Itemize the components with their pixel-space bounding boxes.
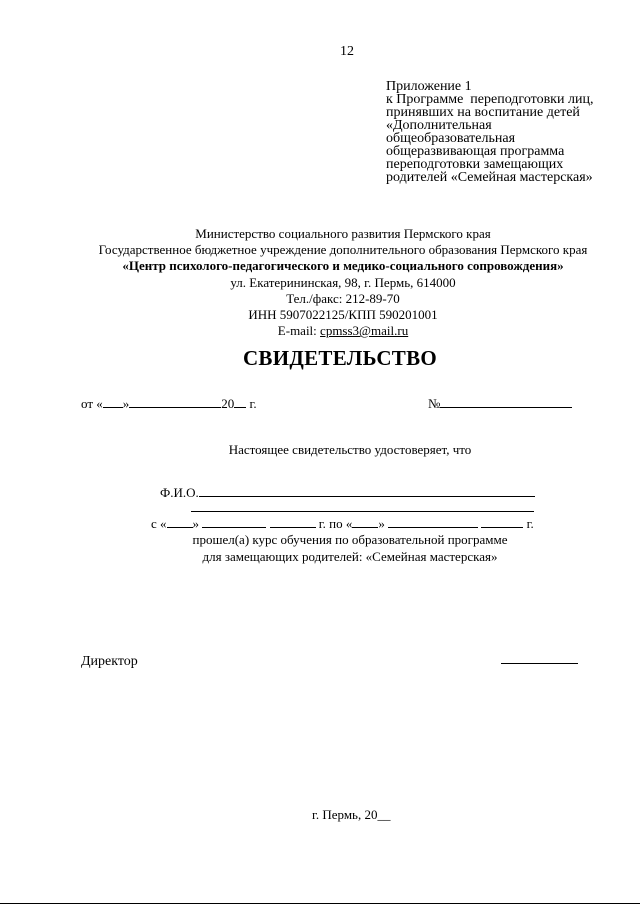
year-prefix: 20 bbox=[221, 396, 235, 411]
end-year-blank[interactable] bbox=[481, 516, 523, 528]
year-blank[interactable] bbox=[234, 396, 246, 408]
course-description bbox=[0, 532, 640, 565]
phone-fax: Тел./факс: 212-89-70 bbox=[286, 290, 400, 306]
year-blank-footer: __ bbox=[377, 807, 391, 822]
certificate-number-row bbox=[428, 396, 572, 412]
page-bottom-border bbox=[0, 903, 640, 904]
start-month-blank[interactable] bbox=[202, 516, 266, 528]
center-name: «Центр психолого-педагогического и медико-социального сопровождения» bbox=[122, 258, 564, 274]
certificate-title: СВИДЕТЕЛЬСТВО bbox=[242, 346, 438, 370]
email-link[interactable]: cpmss3@mail.ru bbox=[320, 323, 409, 339]
start-day-blank[interactable] bbox=[167, 516, 193, 528]
director-signature-blank[interactable] bbox=[501, 663, 578, 664]
appendix-line: переподготовки замещающих bbox=[386, 157, 564, 172]
place-year bbox=[312, 807, 390, 823]
fio-row bbox=[160, 485, 535, 501]
fio-blank[interactable] bbox=[199, 485, 535, 497]
page-number: 12 bbox=[340, 44, 354, 59]
day-blank[interactable] bbox=[103, 396, 123, 408]
number-label: № bbox=[428, 396, 441, 411]
start-year-blank[interactable] bbox=[270, 516, 316, 528]
end-day-blank[interactable] bbox=[352, 516, 378, 528]
issue-date-row bbox=[81, 396, 257, 412]
course-line: прошел(а) курс обучения по образовательной программе bbox=[192, 532, 508, 547]
fio-blank-line-2[interactable] bbox=[191, 511, 534, 512]
appendix-line: общеобразовательная bbox=[386, 131, 516, 146]
date-quote-close: » bbox=[122, 396, 130, 411]
period-quote-close: » bbox=[192, 516, 200, 531]
appendix-line: общеразвивающая программа bbox=[386, 144, 565, 159]
email-row bbox=[0, 323, 640, 339]
place-text: г. Пермь, 20 bbox=[312, 807, 378, 822]
appendix-line: принявших на воспитание детей bbox=[386, 105, 580, 120]
period-end: г. bbox=[523, 516, 534, 531]
number-blank[interactable] bbox=[440, 396, 572, 408]
inn-kpp: ИНН 5907022125/КПП 590201001 bbox=[248, 307, 438, 323]
year-suffix: г. bbox=[246, 396, 257, 411]
period-to: г. по « bbox=[315, 516, 353, 531]
appendix-line: Приложение 1 bbox=[386, 79, 472, 94]
email-label: E-mail: bbox=[277, 323, 321, 339]
appendix-line: «Дополнительная bbox=[386, 118, 492, 133]
organization-header bbox=[0, 226, 640, 339]
address: ул. Екатерининская, 98, г. Пермь, 614000 bbox=[230, 274, 456, 290]
fio-label: Ф.И.О. bbox=[160, 485, 199, 500]
ministry-name: Министерство социального развития Пермского края bbox=[195, 226, 491, 241]
appendix-line: родителей «Семейная мастерская» bbox=[386, 170, 593, 185]
appendix-line: к Программе переподготовки лиц, bbox=[386, 92, 594, 107]
end-month-blank[interactable] bbox=[388, 516, 478, 528]
institution-name: Государственное бюджетное учреждение дополнительного образования Пермского края bbox=[98, 242, 588, 258]
director-label: Директор bbox=[81, 654, 138, 669]
study-period-row bbox=[151, 516, 534, 532]
date-prefix: от « bbox=[81, 396, 103, 411]
month-blank[interactable] bbox=[129, 396, 221, 408]
appendix-note bbox=[386, 80, 626, 184]
period-quote-close-2: » bbox=[378, 516, 385, 531]
course-line: для замещающих родителей: «Семейная мастерская» bbox=[202, 548, 498, 564]
certifies-text: Настоящее свидетельство удостоверяет, что bbox=[228, 442, 472, 457]
period-from: с « bbox=[151, 516, 167, 531]
